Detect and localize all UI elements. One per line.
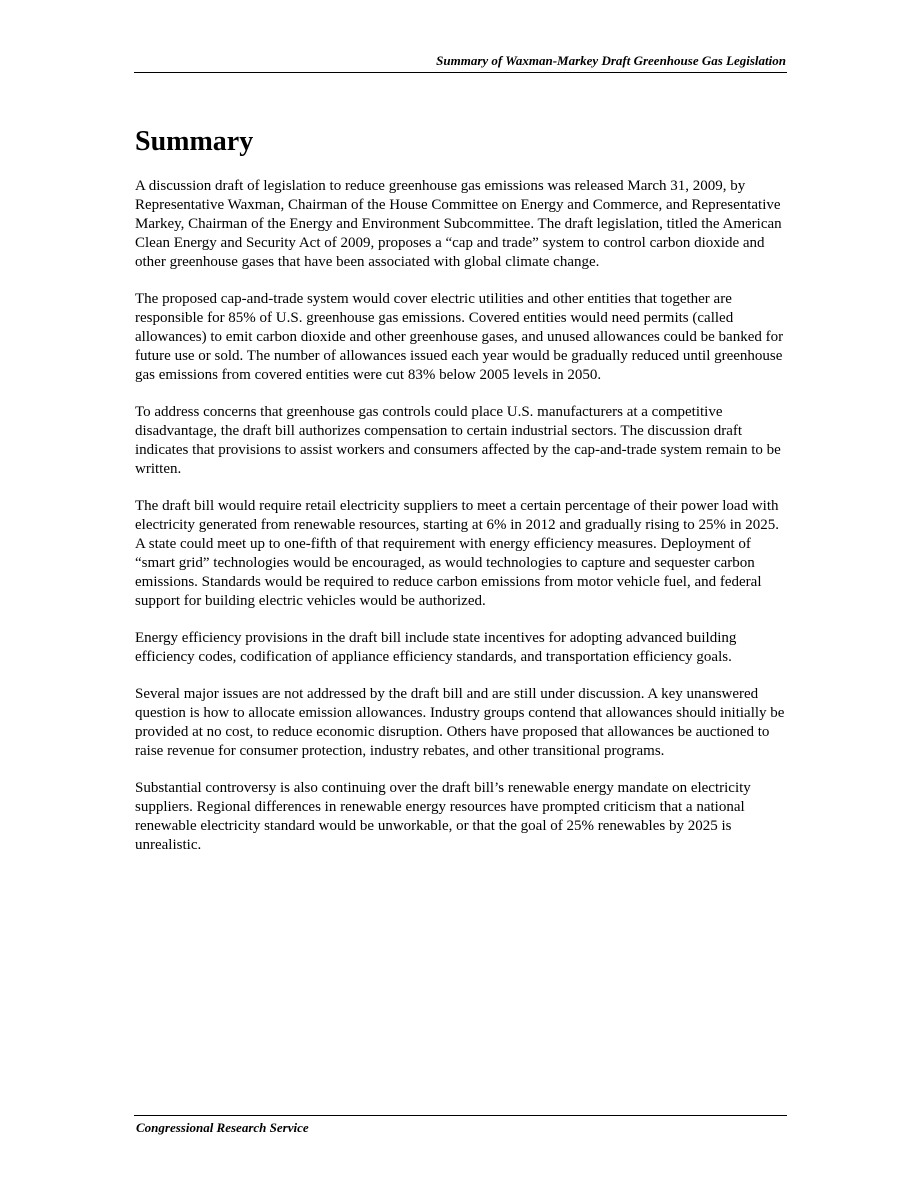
summary-paragraph-2: The proposed cap-and-trade system would cover electric utilities and other entities that together are responsible for 85% of U.S. greenhouse gas emissions. Covered entities would need permits (called allowances) to emit carbon dioxide and other greenhouse gases, and unused allowances could be banked for future use or sold. The number of allowances issued each year would be gradually reduced until greenhouse gas emissions from covered entities were cut 83% below 2005 levels in 2050.: [135, 291, 784, 383]
header-rule: [134, 72, 787, 73]
summary-paragraph-3: To address concerns that greenhouse gas controls could place U.S. manufacturers at a competitive disadvantage, the draft bill authorizes compensation to certain industrial sectors. The discussion draft indicates that provisions to assist workers and consumers affected by the cap-and-trade system remain to be written.: [135, 404, 781, 477]
summary-paragraph-1: A discussion draft of legislation to reduce greenhouse gas emissions was released March 31, 2009, by Representative Waxman, Chairman of the House Committee on Energy and Commerce, and Representative Markey, Chairman of the Energy and Environment Subcommittee. The draft legislation, titled the American Clean Energy and Security Act of 2009, proposes a “cap and trade” system to control carbon dioxide and other greenhouse gases that have been associated with global climate change.: [135, 178, 782, 270]
summary-paragraph-4: The draft bill would require retail electricity suppliers to meet a certain percentage of their power load with electricity generated from renewable resources, starting at 6% in 2012 and gradually rising to 25% in 2025. A state could meet up to one-fifth of that requirement with energy efficiency measures. Deployment of “smart grid” technologies would be encouraged, as would technologies to capture and sequester carbon emissions. Standards would be required to reduce carbon emissions from motor vehicle fuel, and federal support for building electric vehicles would be authorized.: [135, 498, 779, 609]
summary-paragraph-7: Substantial controversy is also continuing over the draft bill’s renewable energy mandate on electricity suppliers. Regional differences in renewable energy resources have prompted criticism that a national renewable electricity standard would be unworkable, or that the goal of 25% renewables by 2025 is unrealistic.: [135, 780, 751, 853]
summary-paragraph-5: Energy efficiency provisions in the draft bill include state incentives for adopting advanced building efficiency codes, codification of appliance efficiency standards, and transportation efficiency goals.: [135, 630, 737, 665]
summary-body: [135, 177, 787, 873]
summary-paragraph-6: Several major issues are not addressed by the draft bill and are still under discussion. A key unanswered question is how to allocate emission allowances. Industry groups contend that allowances should initially be provided at no cost, to reduce economic disruption. Others have proposed that allowances be auctioned to raise revenue for consumer protection, industry rebates, and other transitional programs.: [135, 686, 785, 759]
footer-rule: [134, 1115, 787, 1116]
running-header-title: Summary of Waxman-Markey Draft Greenhouse Gas Legislation: [436, 53, 786, 68]
running-footer-organization: Congressional Research Service: [136, 1120, 309, 1135]
section-title: Summary: [135, 126, 254, 157]
